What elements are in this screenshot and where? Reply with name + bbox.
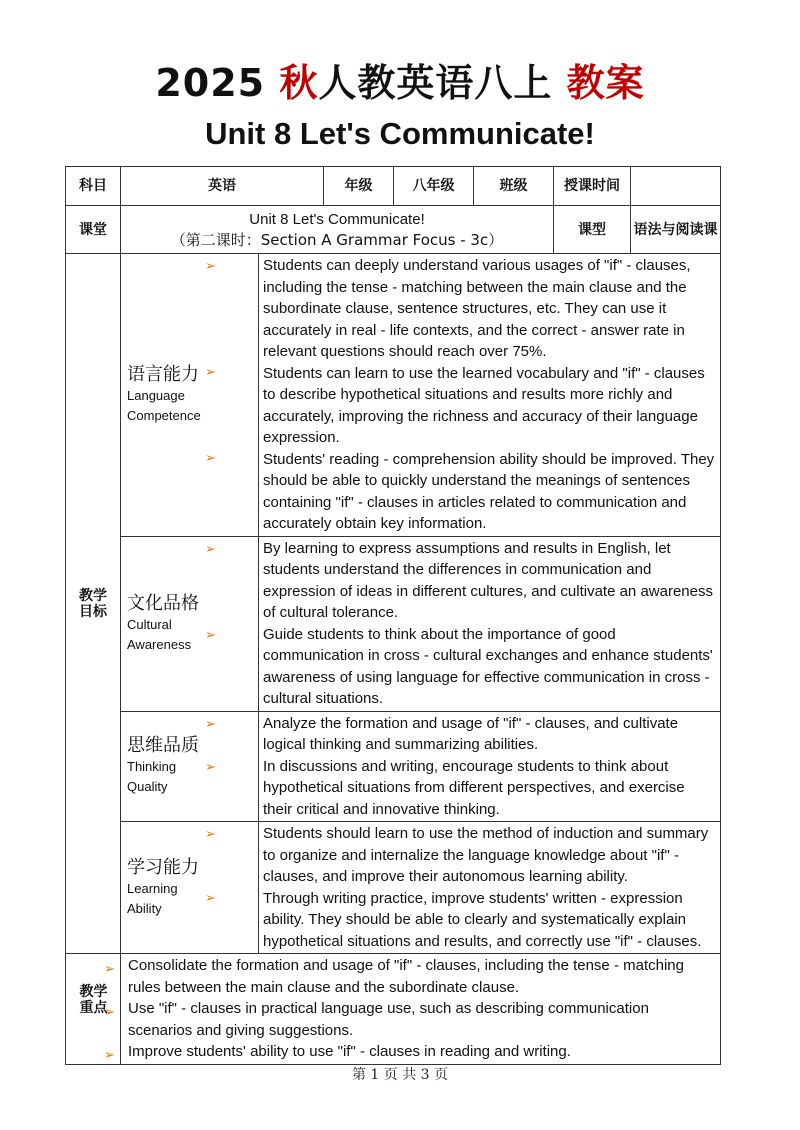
category-en-1: Thinking bbox=[127, 759, 177, 775]
objective-item: In discussions and writing, encourage students to think about hypothetical situations from different perspectives, and exercise their critical and innovative thinking. bbox=[263, 757, 685, 818]
focus-item: Improve students' ability to use "if" - clauses in reading and writing. bbox=[128, 1043, 571, 1060]
category-en-2: Ability bbox=[127, 900, 162, 916]
lesson-label: 课堂 bbox=[66, 206, 121, 254]
objective-item: Guide students to think about the importance of good communication in cross - cultural exchanges and enhance students' awareness of using language for effective communication in cross - cultural situations. bbox=[263, 625, 713, 707]
focus-row bbox=[66, 954, 721, 1065]
category-en-1: Learning bbox=[127, 880, 178, 896]
arrow-bullet-icon: ➢ bbox=[205, 258, 216, 273]
focus-item: Use "if" - clauses in practical language use, such as describing communication scenarios and giving suggestions. bbox=[128, 1000, 649, 1039]
focus-item: Consolidate the formation and usage of "if" - clauses, including the tense - matching rules between the main clause and the subordinate clause. bbox=[128, 957, 684, 996]
category-content bbox=[259, 536, 721, 711]
objective-item: Analyze the formation and usage of "if" - clauses, and cultivate logical thinking and summarizing abilities. bbox=[263, 714, 679, 753]
page-footer: 第 1 页 共 3 页 bbox=[351, 1067, 449, 1083]
focus-content bbox=[66, 954, 721, 1065]
category-cultural-awareness bbox=[121, 536, 259, 711]
category-content bbox=[259, 254, 721, 537]
category-content bbox=[259, 711, 721, 822]
arrow-bullet-icon: ➢ bbox=[205, 826, 216, 841]
arrow-bullet-icon: ➢ bbox=[205, 758, 216, 774]
info-row bbox=[66, 167, 721, 206]
category-en-2: Awareness bbox=[127, 636, 192, 652]
grade-value: 八年级 bbox=[394, 167, 474, 206]
category-en-2: Competence bbox=[127, 407, 201, 423]
category-language-competence bbox=[121, 254, 259, 537]
class-label: 班级 bbox=[474, 167, 554, 206]
arrow-bullet-icon: ➢ bbox=[104, 961, 115, 976]
arrow-bullet-icon: ➢ bbox=[205, 540, 216, 556]
arrow-bullet-icon: ➢ bbox=[104, 1047, 115, 1062]
arrow-bullet-icon: ➢ bbox=[104, 1004, 115, 1019]
objective-row-thinking bbox=[66, 711, 721, 822]
objective-row-cultural bbox=[66, 536, 721, 711]
lesson-name bbox=[121, 206, 554, 254]
focus-divider bbox=[120, 954, 121, 1064]
grade-label: 年级 bbox=[324, 167, 394, 206]
objective-item: Students should learn to use the method of induction and summary to organize and internalize the language knowledge about "if" - clauses, and improve their autonomous learning ability. bbox=[263, 825, 709, 885]
category-learning-ability bbox=[121, 822, 259, 954]
arrow-bullet-icon: ➢ bbox=[205, 626, 216, 642]
subject-label: 科目 bbox=[66, 167, 121, 206]
category-en-1: Language bbox=[127, 387, 185, 403]
focus-label: 教学重点 bbox=[79, 984, 108, 1016]
objective-row-language bbox=[66, 254, 721, 537]
objective-row-learning bbox=[66, 822, 721, 954]
unit-title: Unit 8 Let's Communicate! bbox=[205, 116, 595, 151]
category-content bbox=[259, 822, 721, 954]
time-label: 授课时间 bbox=[554, 167, 631, 206]
category-en-1: Cultural bbox=[127, 616, 172, 632]
category-zh: 语言能力 bbox=[127, 363, 199, 385]
arrow-bullet-icon: ➢ bbox=[205, 450, 216, 465]
title-year: 2025 bbox=[155, 61, 266, 105]
lesson-line-1: Unit 8 Let's Communicate! bbox=[249, 210, 425, 228]
time-value bbox=[631, 167, 721, 206]
objective-item: By learning to express assumptions and results in English, let students understand the differences in communication and expression of ideas in different cultures, and cultivate an awareness of cultural tolerance. bbox=[263, 539, 713, 621]
lesson-row bbox=[66, 206, 721, 254]
category-thinking-quality bbox=[121, 711, 259, 822]
category-zh: 思维品质 bbox=[127, 735, 199, 757]
objective-item: Through writing practice, improve students' written - expression ability. They should be able to clearly and systematically explain hypothetical situations and results, and correctly use "if" - clauses. bbox=[263, 889, 702, 950]
subject-value: 英语 bbox=[121, 167, 324, 206]
arrow-bullet-icon: ➢ bbox=[205, 364, 216, 379]
title-lesson-plan: 教案 bbox=[566, 61, 645, 105]
lesson-type-label: 课型 bbox=[554, 206, 631, 254]
arrow-bullet-icon: ➢ bbox=[205, 890, 216, 905]
title-autumn: 秋 bbox=[279, 61, 319, 105]
objective-item: Students' reading - comprehension ability should be improved. They should be able to quickly understand the meanings of sentences containing "if" - clauses in articles related to communication and accurately obtain key information. bbox=[263, 450, 715, 532]
lesson-plan-table bbox=[65, 166, 721, 1065]
objectives-label: 教学目标 bbox=[66, 254, 121, 954]
category-zh: 学习能力 bbox=[127, 856, 199, 878]
category-en-2: Quality bbox=[127, 779, 168, 795]
objective-item: Students can learn to use the learned vocabulary and "if" - clauses to describe hypothetical situations and results more richly and accurately, improving the richness and accuracy of their language expression. bbox=[263, 364, 705, 446]
arrow-bullet-icon: ➢ bbox=[205, 715, 216, 731]
title-textbook: 人教英语八上 bbox=[318, 61, 553, 105]
category-zh: 文化品格 bbox=[127, 592, 199, 614]
lesson-type-value: 语法与阅读课 bbox=[631, 206, 721, 254]
document-title bbox=[0, 52, 800, 107]
lesson-line-2: （第二课时：Section A Grammar Focus - 3c） bbox=[170, 230, 504, 249]
objective-item: Students can deeply understand various usages of "if" - clauses, including the tense - matching between the main clause and the subordinate clause, sentence structures, etc. They can use it accurately in real - life contexts, and the correct - answer rate in relevant questions should reach over 75%. bbox=[263, 257, 691, 360]
